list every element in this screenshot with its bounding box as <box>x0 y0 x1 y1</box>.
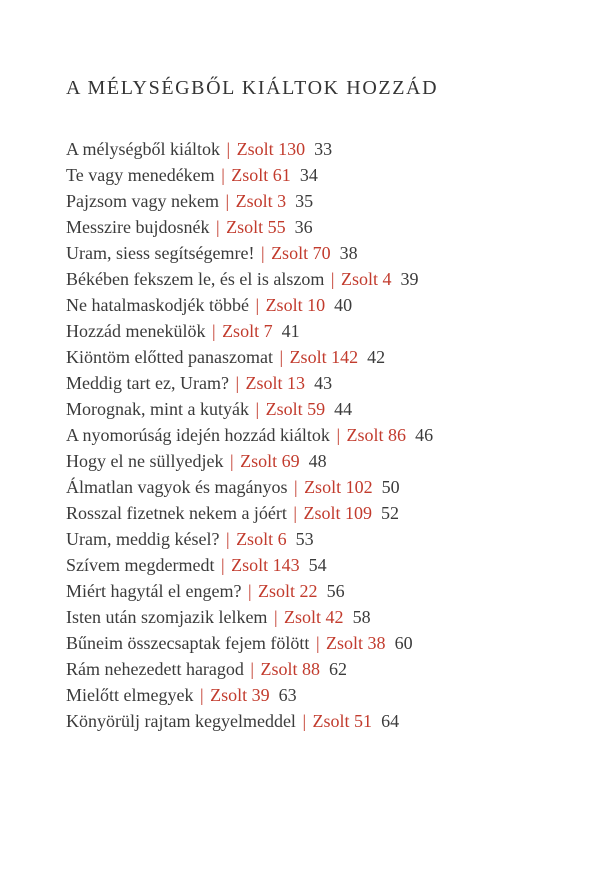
entry-title: Isten után szomjazik lelkem <box>66 607 268 627</box>
page-number: 52 <box>381 503 400 523</box>
page-number: 62 <box>329 659 348 679</box>
entry-title: Könyörülj rajtam kegyelmeddel <box>66 711 296 731</box>
psalm-ref: Zsolt 61 <box>231 165 291 185</box>
page-title: A MÉLYSÉGBŐL KIÁLTOK HOZZÁD <box>66 77 439 99</box>
page-number: 40 <box>334 295 353 315</box>
page-number: 39 <box>400 269 419 289</box>
toc-entry <box>66 422 560 448</box>
page-number: 36 <box>294 217 313 237</box>
toc-entry <box>66 682 560 708</box>
psalm-ref: Zsolt 130 <box>236 139 306 159</box>
separator-bar: | <box>215 217 220 237</box>
page-number: 64 <box>381 711 400 731</box>
page-number: 46 <box>415 425 434 445</box>
page-number: 50 <box>381 477 400 497</box>
toc-entry <box>66 656 560 682</box>
separator-bar: | <box>279 347 284 367</box>
entry-title: A nyomorúság idején hozzád kiáltok <box>66 425 330 445</box>
separator-bar: | <box>221 165 225 185</box>
page-number: 42 <box>367 347 386 367</box>
page-number: 43 <box>314 373 333 393</box>
separator-bar: | <box>255 295 260 315</box>
psalm-ref: Zsolt 70 <box>271 243 331 263</box>
separator-bar: | <box>247 581 252 601</box>
entry-title: Morognak, mint a kutyák <box>66 399 249 419</box>
psalm-ref: Zsolt 13 <box>245 373 306 393</box>
entry-title: A mélységből kiáltok <box>66 139 220 159</box>
toc-entry <box>66 578 560 604</box>
toc-entry <box>66 162 560 188</box>
separator-bar: | <box>302 711 307 731</box>
separator-bar: | <box>273 607 278 627</box>
toc-entry <box>66 630 560 656</box>
separator-bar: | <box>225 191 230 211</box>
entry-title: Mielőtt elmegyek <box>66 685 194 705</box>
entry-title: Meddig tart ez, Uram? <box>66 373 229 393</box>
toc-entry <box>66 292 560 318</box>
entry-title: Pajzsom vagy nekem <box>66 191 219 211</box>
entry-title: Álmatlan vagyok és magányos <box>66 477 288 497</box>
page-number: 34 <box>299 165 318 185</box>
psalm-ref: Zsolt 109 <box>303 503 373 523</box>
psalm-ref: Zsolt 42 <box>284 607 344 627</box>
psalm-ref: Zsolt 55 <box>226 217 286 237</box>
entry-title: Uram, siess segítségemre! <box>66 243 255 263</box>
separator-bar: | <box>293 503 298 523</box>
entry-title: Miért hagytál el engem? <box>66 581 242 601</box>
psalm-ref: Zsolt 3 <box>235 191 287 211</box>
page-number: 60 <box>394 633 413 653</box>
entry-title: Szívem megdermedt <box>66 555 215 575</box>
psalm-ref: Zsolt 102 <box>304 477 373 497</box>
separator-bar: | <box>255 399 260 419</box>
page-number: 33 <box>314 139 333 159</box>
toc-entry <box>66 500 560 526</box>
psalm-ref: Zsolt 51 <box>312 711 373 731</box>
page-number: 63 <box>278 685 297 705</box>
separator-bar: | <box>226 139 231 159</box>
toc-entry <box>66 266 560 292</box>
entry-title: Kiöntöm előtted panaszomat <box>66 347 273 367</box>
toc-entry <box>66 344 560 370</box>
separator-bar: | <box>250 659 255 679</box>
separator-bar: | <box>336 425 341 445</box>
page-number: 58 <box>352 607 371 627</box>
separator-bar: | <box>260 243 265 263</box>
entry-title: Ne hatalmaskodjék többé <box>66 295 249 315</box>
psalm-ref: Zsolt 38 <box>326 633 386 653</box>
entry-title: Hozzád menekülök <box>66 321 206 341</box>
toc-entry <box>66 214 560 240</box>
page-number: 48 <box>308 451 327 471</box>
psalm-ref: Zsolt 59 <box>265 399 326 419</box>
separator-bar: | <box>199 685 204 705</box>
toc-entry <box>66 604 560 630</box>
psalm-ref: Zsolt 7 <box>222 321 273 341</box>
psalm-ref: Zsolt 69 <box>240 451 300 471</box>
page-number: 53 <box>295 529 314 549</box>
entry-title: Rám nehezedett haragod <box>66 659 244 679</box>
page-number: 38 <box>339 243 358 263</box>
entry-title: Rosszal fizetnek nekem a jóért <box>66 503 287 523</box>
separator-bar: | <box>220 555 225 575</box>
toc-entry <box>66 474 560 500</box>
toc-list <box>66 136 560 734</box>
page-number: 54 <box>308 555 327 575</box>
toc-entry <box>66 318 560 344</box>
separator-bar: | <box>225 529 230 549</box>
entry-title: Uram, meddig késel? <box>66 529 220 549</box>
psalm-ref: Zsolt 22 <box>258 581 318 601</box>
toc-entry <box>66 526 560 552</box>
separator-bar: | <box>315 633 320 653</box>
psalm-ref: Zsolt 4 <box>341 269 392 289</box>
entry-title: Hogy el ne süllyedjek <box>66 451 224 471</box>
psalm-ref: Zsolt 142 <box>289 347 359 367</box>
toc-entry <box>66 552 560 578</box>
page-number: 35 <box>295 191 314 211</box>
toc-entry <box>66 240 560 266</box>
toc-entry <box>66 136 560 162</box>
separator-bar: | <box>229 451 234 471</box>
toc-entry <box>66 708 560 734</box>
toc-entry <box>66 448 560 474</box>
entry-title: Te vagy menedékem <box>66 165 215 185</box>
psalm-ref: Zsolt 88 <box>260 659 321 679</box>
separator-bar: | <box>330 269 335 289</box>
psalm-ref: Zsolt 39 <box>210 685 270 705</box>
psalm-ref: Zsolt 86 <box>346 425 407 445</box>
toc-entry <box>66 396 560 422</box>
separator-bar: | <box>211 321 216 341</box>
separator-bar: | <box>235 373 240 393</box>
toc-entry <box>66 188 560 214</box>
page-number: 56 <box>326 581 345 601</box>
entry-title: Bűneim összecsaptak fejem fölött <box>66 633 310 653</box>
psalm-ref: Zsolt 143 <box>231 555 300 575</box>
psalm-ref: Zsolt 10 <box>265 295 326 315</box>
page-number: 44 <box>334 399 353 419</box>
toc-entry <box>66 370 560 396</box>
separator-bar: | <box>293 477 298 497</box>
page-number: 41 <box>281 321 300 341</box>
entry-title: Békében fekszem le, és el is alszom <box>66 269 325 289</box>
entry-title: Messzire bujdosnék <box>66 217 210 237</box>
psalm-ref: Zsolt 6 <box>236 529 287 549</box>
